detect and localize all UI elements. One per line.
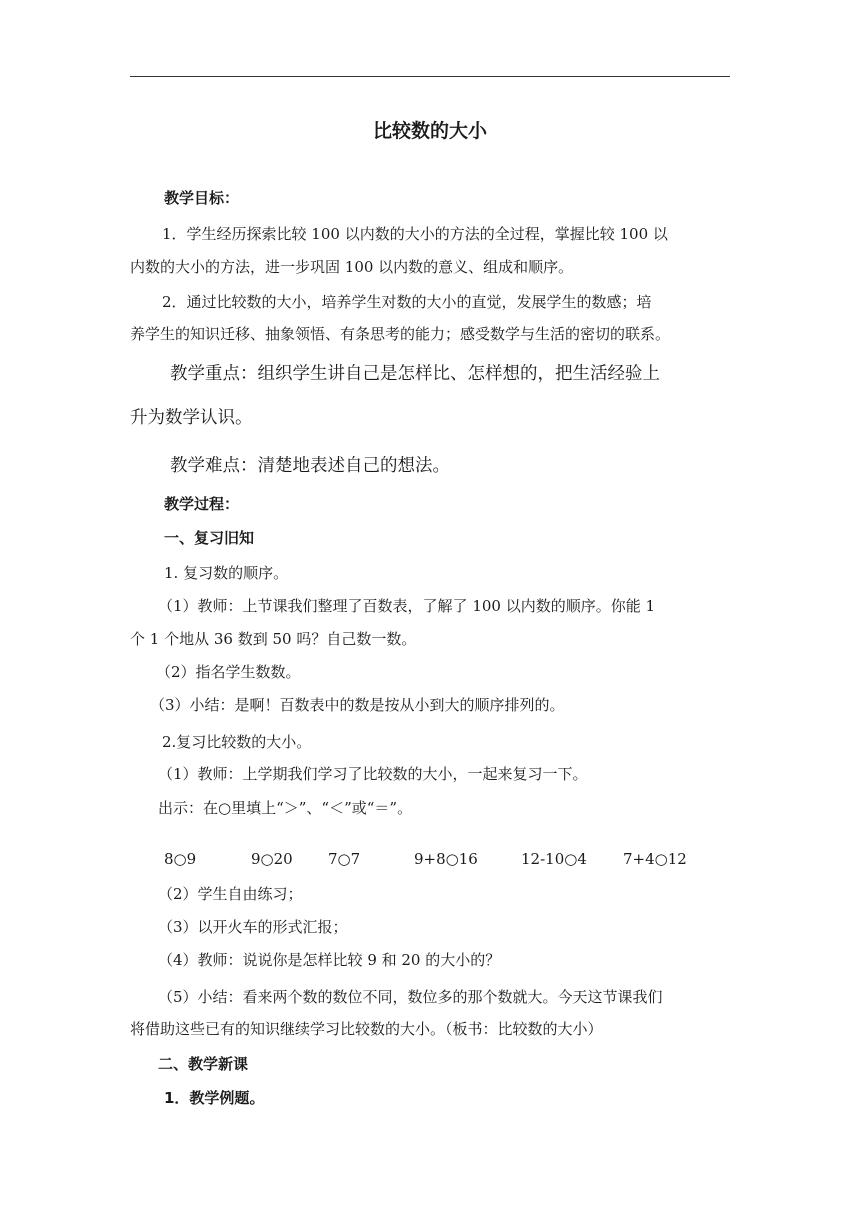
- s2-para-1: （1）教师：上学期我们学习了比较数的大小，一起来复习一下。: [158, 765, 588, 783]
- key-point-line-1: 教学重点：组织学生讲自己是怎样比、怎样想的，把生活经验上: [170, 364, 660, 384]
- s1-item-2: 2.复习比较数的大小。: [162, 733, 312, 751]
- expression-3: 7○7: [328, 850, 361, 868]
- s2-para-5-line-1: （5）小结：看来两个数的数位不同，数位多的那个数就大。今天这节课我们: [158, 988, 663, 1006]
- s2-para-3: （3）以开火车的形式汇报；: [158, 918, 348, 936]
- expression-4: 9+8○16: [414, 850, 478, 868]
- s2-show-line: 出示：在○里填上“＞”、“＜”或“＝”。: [158, 799, 413, 817]
- expression-6: 7+4○12: [623, 850, 687, 868]
- s2-para-4: （4）教师：说说你是怎样比较 9 和 20 的大小的？: [158, 951, 501, 969]
- s2-para-2: （2）学生自由练习；: [158, 885, 303, 903]
- s3-item-1: 1．教学例题。: [164, 1089, 265, 1107]
- difficulty-line: 教学难点：清楚地表述自己的想法。: [170, 456, 450, 476]
- s2-para-5-line-2: 将借助这些已有的知识继续学习比较数的大小。（板书：比较数的大小）: [130, 1020, 603, 1038]
- header-rule: [130, 76, 730, 77]
- objective-2-line-2: 养学生的知识迁移、抽象领悟、有条思考的能力；感受数学与生活的密切的联系。: [130, 325, 671, 343]
- s1-item-1: 1. 复习数的顺序。: [164, 564, 289, 582]
- process-heading: 教学过程：: [164, 495, 240, 513]
- expression-5: 12-10○4: [521, 850, 587, 868]
- objective-1-line-1: 1．学生经历探索比较 100 以内数的大小的方法的全过程，掌握比较 100 以: [162, 225, 668, 243]
- objectives-heading: 教学目标：: [164, 189, 240, 207]
- s1-para-1-line-2: 个 1 个地从 36 数到 50 吗？自己数一数。: [130, 630, 417, 648]
- s1-para-2: （2）指名学生数数。: [156, 663, 301, 681]
- s1-para-3: （3）小结：是啊！百数表中的数是按从小到大的顺序排列的。: [150, 696, 565, 714]
- expression-2: 9○20: [251, 850, 293, 868]
- page-title: 比较数的大小: [372, 120, 487, 142]
- section-2-heading: 二、教学新课: [158, 1055, 249, 1073]
- key-point-line-2: 升为数学认识。: [130, 408, 253, 428]
- s1-para-1-line-1: （1）教师：上节课我们整理了百数表，了解了 100 以内数的顺序。你能 1: [158, 597, 656, 615]
- expression-1: 8○9: [164, 850, 197, 868]
- objective-2-line-1: 2．通过比较数的大小，培养学生对数的大小的直觉，发展学生的数感；培: [162, 293, 652, 311]
- objective-1-line-2: 内数的大小的方法，进一步巩固 100 以内数的意义、组成和顺序。: [130, 258, 574, 276]
- section-1-heading: 一、复习旧知: [164, 529, 255, 547]
